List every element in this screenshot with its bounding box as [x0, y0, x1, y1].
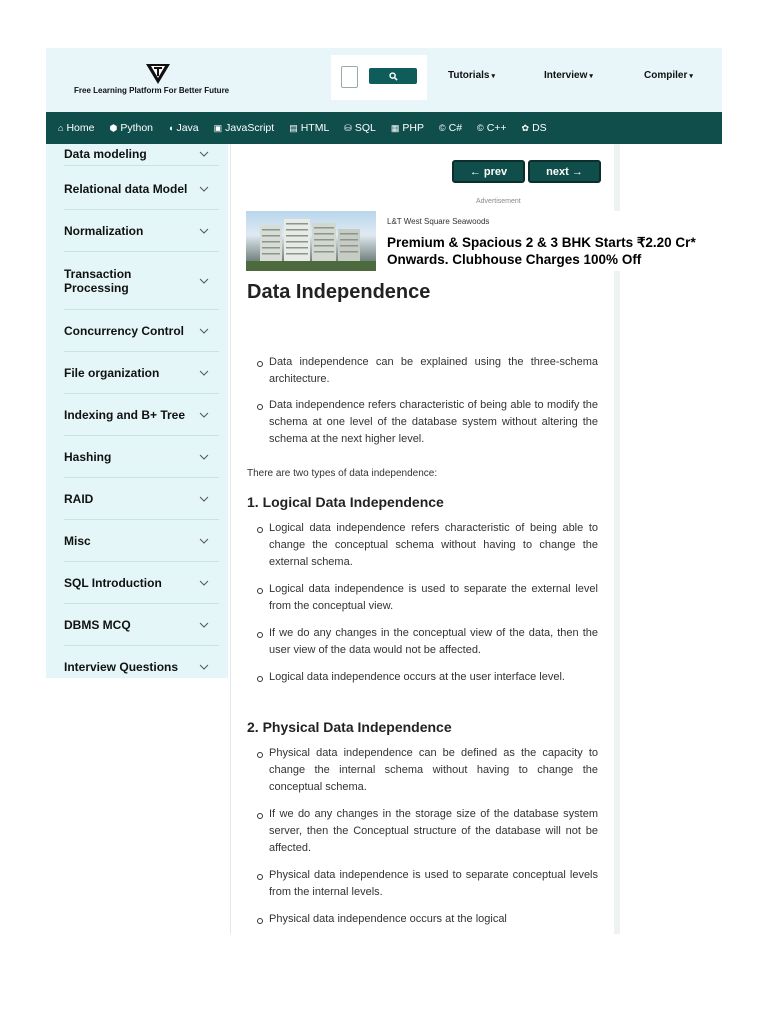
- navbar-item-java[interactable]: [168, 122, 199, 134]
- types-paragraph: There are two types of data independence:: [247, 468, 438, 479]
- navbar-label: C#: [448, 122, 463, 134]
- navbar-label: PHP: [402, 122, 424, 134]
- sidebar-item-data-modeling[interactable]: [64, 144, 219, 166]
- sidebar-item-file-organization[interactable]: [64, 352, 219, 394]
- topic-navbar: [46, 112, 722, 144]
- sidebar-item-raid[interactable]: [64, 478, 219, 520]
- java-icon: ◖: [168, 123, 174, 133]
- building-illustration: [246, 211, 376, 271]
- chevron-down-icon: [199, 536, 209, 546]
- navbar-label: Python: [120, 122, 154, 134]
- html-icon: ▤: [289, 122, 298, 133]
- sidebar-item-label: Misc: [64, 533, 91, 548]
- sidebar-item-concurrency-control[interactable]: [64, 310, 219, 352]
- list-item: Data independence can be explained using the three-schema architecture.: [256, 354, 598, 388]
- sidebar-item-interview-questions[interactable]: [64, 646, 219, 678]
- nav-tutorials[interactable]: [448, 70, 495, 81]
- sidebar-item-label: Indexing and B+ Tree: [64, 407, 186, 422]
- sidebar-item-normalization[interactable]: [64, 210, 219, 252]
- chevron-down-icon: [199, 410, 209, 420]
- page-bottom-blank: [0, 934, 768, 1024]
- sidebar: [46, 144, 228, 678]
- navbar-item-home[interactable]: [58, 122, 94, 134]
- ds-icon: ✿: [521, 122, 530, 133]
- sql-icon: ⛁: [344, 122, 352, 133]
- prev-button[interactable]: ← prev: [452, 160, 525, 183]
- list-item: Logical data independence refers characteristic of being able to change the conceptual schema without having to change the external schema.: [256, 520, 598, 571]
- chevron-down-icon: [199, 620, 209, 630]
- chevron-down-icon: [199, 368, 209, 378]
- navbar-label: C++: [486, 122, 507, 134]
- sidebar-item-transaction-processing[interactable]: [64, 252, 219, 310]
- sidebar-item-label: RAID: [64, 491, 94, 506]
- sidebar-item-label: Transaction Processing: [64, 266, 132, 295]
- sidebar-item-indexing[interactable]: [64, 394, 219, 436]
- list-item: If we do any changes in the storage size of the database system server, then the Conceptual structure of the database will not be affected.: [256, 806, 598, 857]
- search-input[interactable]: [341, 66, 358, 88]
- python-icon: ⬢: [109, 122, 118, 133]
- sidebar-item-label: Concurrency Control: [64, 323, 185, 338]
- page-title: Data Independence: [247, 281, 431, 303]
- nav-compiler[interactable]: [644, 70, 693, 81]
- logical-list: [256, 520, 598, 686]
- nav-compiler-label: Compiler: [644, 70, 688, 81]
- nav-interview[interactable]: [544, 70, 593, 81]
- chevron-down-icon: [199, 184, 209, 194]
- navbar-label: Home: [66, 122, 95, 134]
- list-item: Logical data independence occurs at the user interface level.: [256, 669, 598, 686]
- navbar-item-csharp[interactable]: [439, 122, 462, 134]
- physical-list: [256, 745, 598, 928]
- list-item: If we do any changes in the conceptual view of the data, then the user view of the data would not be affected.: [256, 625, 598, 659]
- section-heading-logical: 1. Logical Data Independence: [247, 494, 444, 510]
- chevron-down-icon: [199, 326, 209, 336]
- navbar-item-ds[interactable]: [522, 122, 547, 134]
- list-item: Physical data independence is used to separate conceptual levels from the internal levels.: [256, 867, 598, 901]
- list-item: Physical data independence can be defined as the capacity to change the internal schema without having to change the conceptual schema.: [256, 745, 598, 796]
- home-icon: ⌂: [58, 123, 64, 133]
- sidebar-item-dbms-mcq[interactable]: [64, 604, 219, 646]
- ad-headline[interactable]: Premium & Spacious 2 & 3 BHK Starts ₹2.20 Cr* Onwards. Clubhouse Charges 100% Off: [387, 235, 696, 267]
- chevron-down-icon: [199, 226, 209, 236]
- sidebar-item-relational-data-model[interactable]: [64, 168, 219, 210]
- chevron-down-icon: [199, 276, 209, 286]
- ad-banner[interactable]: [246, 211, 720, 271]
- list-item: Logical data independence is used to separate the external level from the conceptual view.: [256, 581, 598, 615]
- nav-interview-label: Interview: [544, 70, 588, 81]
- chevron-down-icon: [199, 452, 209, 462]
- advertisement-label: Advertisement: [476, 198, 521, 205]
- chevron-down-icon: [199, 578, 209, 588]
- sidebar-item-label: Interview Questions: [64, 660, 179, 674]
- csharp-icon: ©: [438, 123, 446, 133]
- sidebar-item-label: SQL Introduction: [64, 575, 162, 590]
- site-header: [46, 48, 722, 112]
- sidebar-item-label: Data modeling: [64, 146, 147, 161]
- sidebar-item-hashing[interactable]: [64, 436, 219, 478]
- navbar-label: DS: [532, 122, 547, 134]
- site-logo-icon[interactable]: [146, 64, 170, 84]
- ad-building-image: [246, 211, 376, 271]
- search-form: [331, 55, 427, 100]
- sidebar-item-label: Normalization: [64, 223, 144, 238]
- search-button[interactable]: [369, 68, 417, 84]
- caret-down-icon: ▾: [589, 73, 593, 80]
- navbar-label: Java: [176, 122, 199, 134]
- sidebar-item-misc[interactable]: [64, 520, 219, 562]
- nav-tutorials-label: Tutorials: [448, 70, 490, 81]
- sidebar-item-label: Hashing: [64, 449, 112, 464]
- search-icon: [389, 72, 398, 81]
- intro-list: [256, 354, 598, 448]
- caret-down-icon: ▾: [491, 73, 495, 80]
- chevron-down-icon: [199, 149, 209, 159]
- navbar-item-html[interactable]: [289, 122, 329, 134]
- sidebar-item-label: DBMS MCQ: [64, 617, 131, 632]
- site-tagline: Free Learning Platform For Better Future: [74, 86, 230, 95]
- list-item: Data independence refers characteristic of being able to modify the schema at one level of the database system without altering the schema at the next higher level.: [256, 397, 598, 448]
- navbar-item-cpp[interactable]: [477, 122, 507, 134]
- navbar-item-javascript[interactable]: [214, 122, 275, 134]
- chevron-down-icon: [199, 662, 209, 672]
- list-item: Physical data independence occurs at the logical: [256, 911, 598, 928]
- navbar-item-python[interactable]: [109, 122, 153, 134]
- navbar-item-php[interactable]: [391, 122, 424, 134]
- sidebar-item-label: Relational data Model: [64, 181, 188, 196]
- chevron-down-icon: [199, 494, 209, 504]
- cpp-icon: ©: [477, 123, 484, 133]
- php-icon: ▦: [390, 122, 400, 133]
- navbar-label: HTML: [300, 122, 330, 134]
- section-heading-physical: 2. Physical Data Independence: [247, 719, 452, 735]
- next-button[interactable]: next →: [528, 160, 601, 183]
- sidebar-item-sql-introduction[interactable]: [64, 562, 219, 604]
- ad-source: L&T West Square Seawoods: [387, 217, 490, 226]
- navbar-label: JavaScript: [225, 122, 275, 134]
- navbar-item-sql[interactable]: [344, 122, 376, 134]
- navbar-label: SQL: [354, 122, 376, 134]
- javascript-icon: ▣: [213, 122, 223, 133]
- sidebar-item-label: File organization: [64, 365, 160, 380]
- caret-down-icon: ▾: [689, 73, 693, 80]
